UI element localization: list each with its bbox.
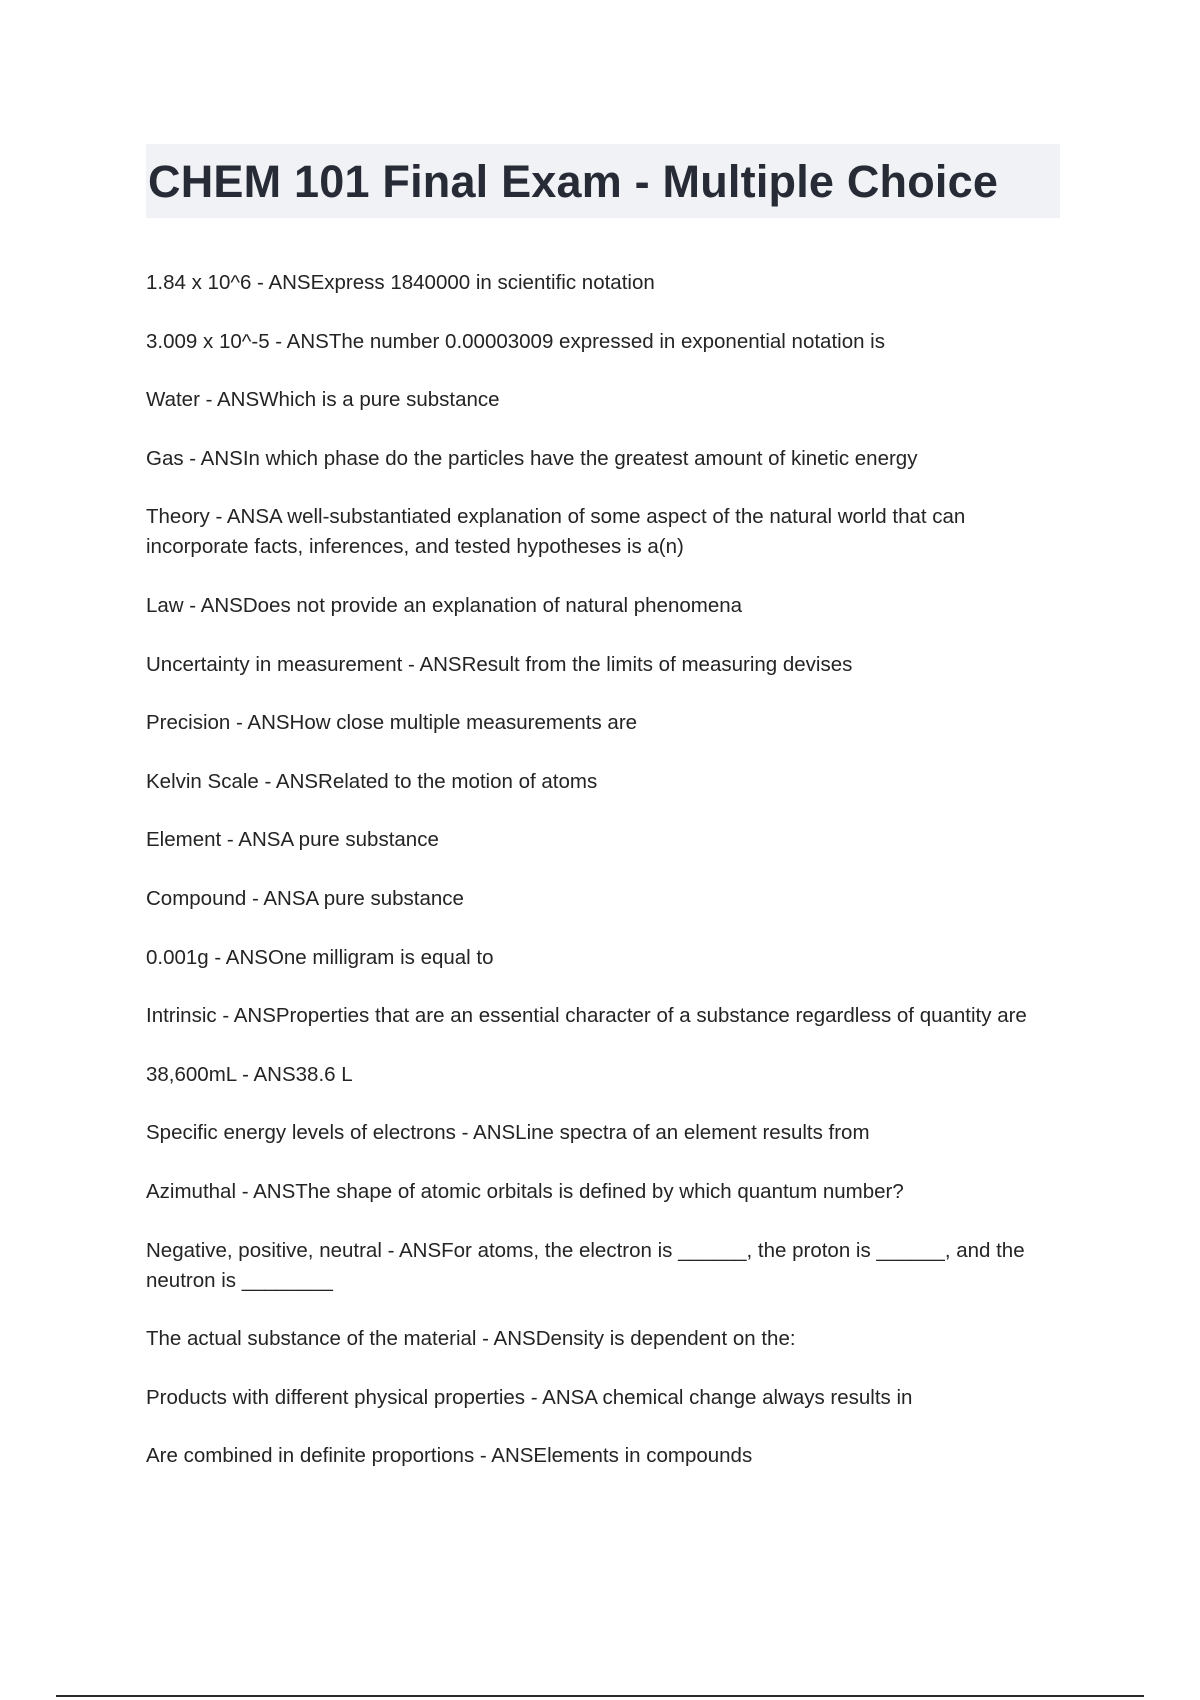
- qa-item: Law - ANSDoes not provide an explanation of natural phenomena: [146, 593, 743, 617]
- qa-item: Kelvin Scale - ANSRelated to the motion of atoms: [146, 769, 598, 793]
- qa-item: Precision - ANSHow close multiple measurements are: [146, 711, 638, 735]
- qa-item: 1.84 x 10^6 - ANSExpress 1840000 in scientific notation: [146, 271, 655, 294]
- qa-item: Azimuthal - ANSThe shape of atomic orbitals is defined by which quantum number?: [146, 1179, 904, 1203]
- qa-item: Theory - ANSA well-substantiated explanation of some aspect of the natural world that can incorporate facts, inferences, and tested hypotheses is a(n): [146, 505, 966, 559]
- qa-item: Element - ANSA pure substance: [146, 828, 439, 852]
- qa-item: Uncertainty in measurement - ANSResult from the limits of measuring devises: [146, 652, 853, 676]
- qa-item: Specific energy levels of electrons - ANSLine spectra of an element results from: [146, 1121, 870, 1145]
- qa-item: Negative, positive, neutral - ANSFor atoms, the electron is ______, the proton is ______, and the neutron is ________: [146, 1238, 1025, 1292]
- question-answer-list: [146, 268, 1046, 1500]
- footer-divider: [56, 1695, 1144, 1697]
- qa-item: Products with different physical properties - ANSA chemical change always results in: [146, 1385, 913, 1409]
- qa-item: Gas - ANSIn which phase do the particles have the greatest amount of kinetic energy: [146, 446, 918, 470]
- qa-item: Are combined in definite proportions - ANSElements in compounds: [146, 1444, 753, 1468]
- qa-item: 0.001g - ANSOne milligram is equal to: [146, 945, 494, 969]
- qa-item: Intrinsic - ANSProperties that are an essential character of a substance regardless of quantity are: [146, 1004, 1027, 1028]
- qa-item: Water - ANSWhich is a pure substance: [146, 388, 500, 412]
- qa-item: The actual substance of the material - ANSDensity is dependent on the:: [146, 1327, 796, 1351]
- qa-item: Compound - ANSA pure substance: [146, 886, 464, 910]
- page-title: CHEM 101 Final Exam - Multiple Choice: [148, 155, 999, 207]
- qa-item: 3.009 x 10^-5 - ANSThe number 0.00003009 expressed in exponential notation is: [146, 329, 885, 353]
- qa-item: 38,600mL - ANS38.6 L: [146, 1062, 353, 1086]
- title-banner: [146, 144, 1060, 218]
